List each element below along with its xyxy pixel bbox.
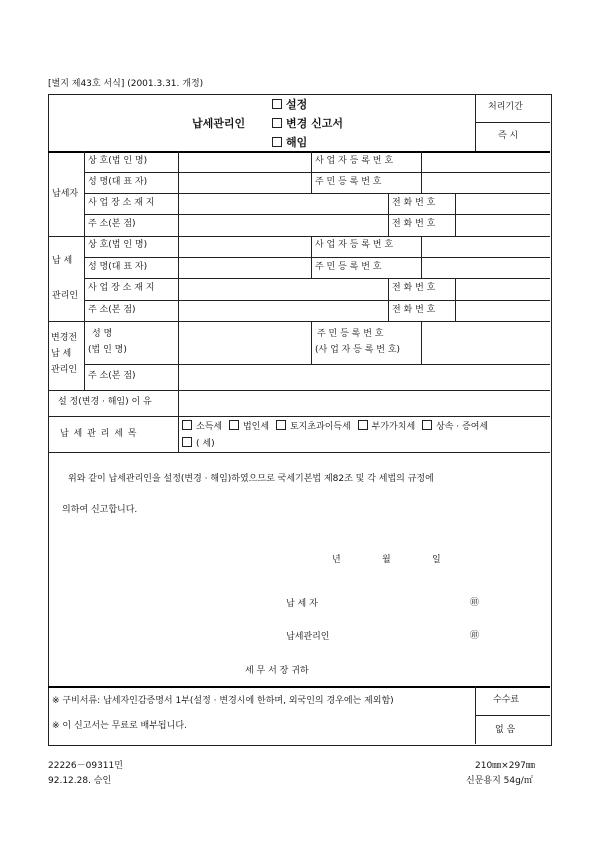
taxpayer-rep-label: 성 명(대 표 자) xyxy=(88,177,148,187)
land-tax-label: 토지초과이득세 xyxy=(289,422,351,432)
agent-rep-label: 성 명(대 표 자) xyxy=(88,262,148,272)
divider xyxy=(84,278,550,279)
agent-section-label: 납 세 xyxy=(52,256,73,266)
sign-agent-label: 납세관리인 xyxy=(286,632,330,642)
checkbox-change[interactable] xyxy=(272,118,282,128)
prior-agent-section-label: 관리인 xyxy=(51,365,78,375)
option-change-label: 변경 신고서 xyxy=(286,117,343,130)
processing-value: 즉 시 xyxy=(498,131,519,141)
agent-section-label: 관리인 xyxy=(52,291,79,301)
tax-items-label: 납 세 관 리 세 목 xyxy=(60,429,138,439)
divider xyxy=(475,686,476,744)
divider xyxy=(421,236,422,278)
prior-agent-name-label: (법 인 명) xyxy=(88,345,127,355)
checkbox-land-tax[interactable] xyxy=(276,420,286,430)
prior-agent-name-label: 성 명 xyxy=(92,329,113,339)
agent-phone-label: 전 화 번 호 xyxy=(392,283,436,293)
checkbox-income-tax[interactable] xyxy=(182,420,192,430)
agent-address-label: 주 소(본 점) xyxy=(88,305,136,315)
reason-label: 설 정(변경 · 해임) 이 유 xyxy=(58,397,152,407)
processing-label: 처리기간 xyxy=(488,102,523,112)
checkbox-setup[interactable] xyxy=(272,99,282,109)
divider xyxy=(178,151,179,452)
divider xyxy=(48,416,550,417)
divider xyxy=(311,321,312,364)
tax-items-line1 xyxy=(182,420,488,432)
fee-label: 수수료 xyxy=(493,695,520,705)
taxpayer-resident-label: 주 민 등 록 번 호 xyxy=(315,177,382,187)
other-tax-label: ( 세) xyxy=(196,439,215,449)
divider xyxy=(84,300,550,301)
divider xyxy=(48,452,550,453)
divider xyxy=(311,236,312,278)
checkbox-vat[interactable] xyxy=(358,420,368,430)
divider xyxy=(475,715,550,716)
seal-mark: ㊞ xyxy=(470,631,480,641)
divider xyxy=(48,151,550,153)
inheritance-tax-label: 상속 · 증여세 xyxy=(436,422,489,432)
prior-agent-section-label: 납 세 xyxy=(51,349,72,359)
vat-label: 부가가치세 xyxy=(371,422,416,432)
footer-approval: 92.12.28. 승인 xyxy=(48,776,112,786)
declaration-line2: 의하여 신고합니다. xyxy=(62,505,138,515)
divider xyxy=(388,193,389,236)
notes-line2: ※ 이 신고서는 무료로 배부됩니다. xyxy=(52,721,187,731)
divider xyxy=(84,193,550,194)
option-setup-label: 설정 xyxy=(286,98,308,111)
seal-mark: ㊞ xyxy=(470,598,480,608)
taxpayer-address-label: 주 소(본 점) xyxy=(88,219,136,229)
agent-resident-label: 주 민 등 록 번 호 xyxy=(315,262,382,272)
agent-bizreg-label: 사 업 자 등 록 번 호 xyxy=(315,240,394,250)
divider xyxy=(48,321,550,322)
agent-phone-label: 전 화 번 호 xyxy=(392,305,436,315)
divider xyxy=(455,193,456,236)
prior-agent-section-label: 변경전 xyxy=(51,333,78,343)
taxpayer-phone-label: 전 화 번 호 xyxy=(392,198,436,208)
sign-taxpayer-label: 납 세 자 xyxy=(286,599,318,609)
tax-items-line2 xyxy=(182,437,215,449)
taxpayer-name-label: 상 호(법 인 명) xyxy=(88,156,148,166)
divider xyxy=(48,236,550,237)
divider xyxy=(84,257,550,258)
checkbox-other-tax[interactable] xyxy=(182,437,192,447)
taxpayer-bizloc-label: 사 업 장 소 재 지 xyxy=(88,198,155,208)
option-dismiss-label: 해임 xyxy=(286,136,308,149)
fee-value: 없 음 xyxy=(495,725,516,735)
divider xyxy=(84,214,550,215)
checkbox-dismiss[interactable] xyxy=(272,137,282,147)
divider xyxy=(84,172,550,173)
divider xyxy=(475,122,550,123)
date-day: 일 xyxy=(432,555,441,565)
addressee: 세 무 서 장 귀하 xyxy=(245,666,309,676)
checkbox-corporate-tax[interactable] xyxy=(229,420,239,430)
prior-agent-resno-label: 주 민 등 록 번 호 xyxy=(317,329,384,339)
agent-name-label: 상 호(법 인 명) xyxy=(88,240,148,250)
prior-agent-resno-label: (사 업 자 등 록 번 호) xyxy=(315,345,401,355)
footer-paper: 신문용지 54g/㎡ xyxy=(466,776,533,786)
date-year: 년 xyxy=(332,555,341,565)
income-tax-label: 소득세 xyxy=(196,422,223,432)
taxpayer-bizreg-label: 사 업 자 등 록 번 호 xyxy=(315,156,394,166)
notes-line1: ※ 구비서류: 납세자인감증명서 1부(설정 · 변경시에 한하며, 외국인의 경우에는 제외함) xyxy=(52,696,394,706)
divider xyxy=(421,321,422,364)
divider xyxy=(421,151,422,193)
taxpayer-section-label: 납세자 xyxy=(52,189,79,199)
form-title: 납세관리인 xyxy=(192,117,246,130)
prior-agent-address-label: 주 소(본 점) xyxy=(88,371,136,381)
divider xyxy=(84,364,550,365)
divider xyxy=(311,151,312,193)
date-month: 월 xyxy=(382,555,391,565)
divider xyxy=(48,390,550,391)
footer-size: 210㎜×297㎜ xyxy=(475,761,535,771)
footer-code: 22226－09311민 xyxy=(48,761,123,771)
corporate-tax-label: 법인세 xyxy=(242,422,270,432)
divider xyxy=(84,151,85,390)
divider xyxy=(388,278,389,321)
divider xyxy=(455,278,456,321)
agent-bizloc-label: 사 업 장 소 재 지 xyxy=(88,283,155,293)
option-dismiss[interactable] xyxy=(272,137,307,148)
option-setup[interactable] xyxy=(272,99,307,110)
form-header: [별지 제43호 서식] (2001.3.31. 개정) xyxy=(48,79,204,89)
checkbox-inheritance-tax[interactable] xyxy=(422,420,432,430)
taxpayer-phone-label: 전 화 번 호 xyxy=(392,219,436,229)
declaration-line1: 위와 같이 납세관리인을 설정(변경 · 해임)하였으므로 국세기본법 제82조 및 각 세법의 규정에 xyxy=(68,474,434,484)
option-change[interactable] xyxy=(272,118,343,129)
